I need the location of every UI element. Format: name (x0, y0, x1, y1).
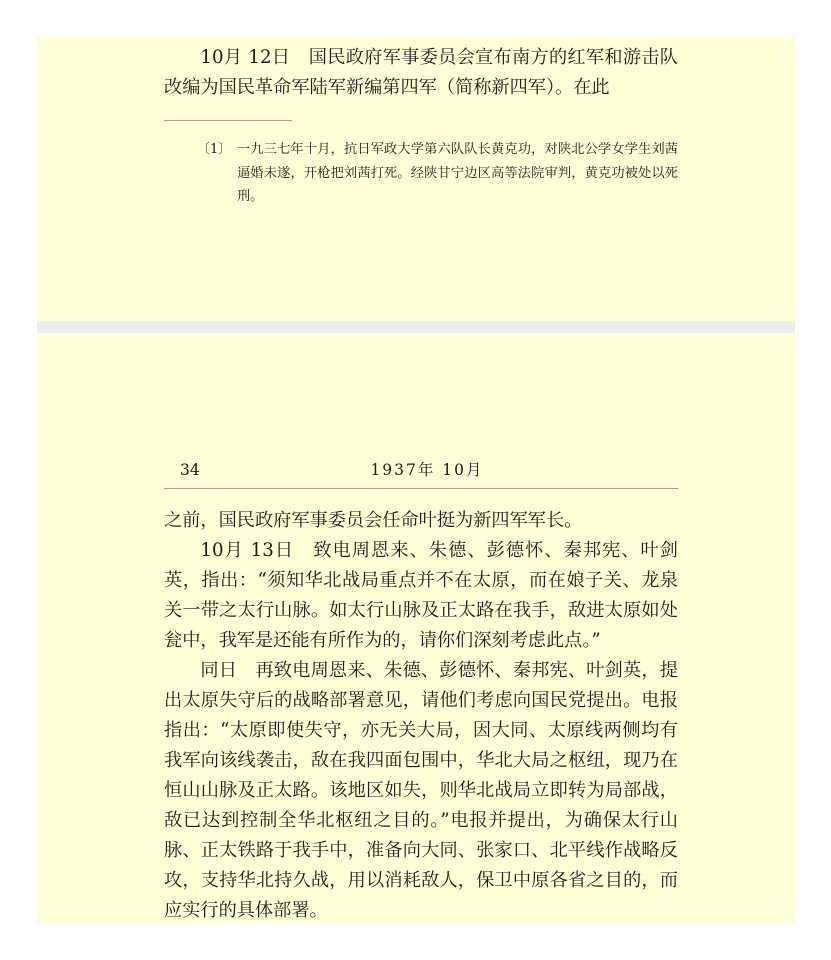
body-text (164, 506, 678, 926)
body-paragraph: 同日 再致电周恩来、朱德、彭德怀、秦邦宪、叶剑英，提出太原失守后的战略部署意见，请他们考虑向国民党提出。电报指出：“太原即使失守，亦无关大局，因大同、太原线两侧均有我军向该线袭击，敌在我四面包围中，华北大局之枢纽，现乃在恒山山脉及正太路。该地区如失，则华北战局立即转为局部战，敌已达到控制全华北枢纽之目的。”电报并提出，为确保太行山脉、正太铁路于我手中，准备向大同、张家口、北平线作战略反攻，支持华北持久战，用以消耗敌人，保卫中原各省之目的，而应实行的具体部署。 (164, 660, 678, 921)
body-paragraph-top: 10月 12日 国民政府军事委员会宣布南方的红军和游击队改编为国民革命军陆军新编第四军（简称新四军）。在此 (164, 47, 678, 98)
footnote (199, 138, 678, 209)
footnote-text: 一九三七年十月，抗日军政大学第六队队长黄克功，对陕北公学女学生刘茜逼婚未遂，开枪把刘茜打死。经陕甘宁边区高等法院审判，黄克功被处以死刑。 (237, 142, 678, 204)
running-head (164, 458, 678, 482)
page-number: 34 (180, 461, 200, 479)
page-bottom (37, 333, 795, 923)
header-divider (164, 488, 678, 489)
body-paragraph: 10月 13日 致电周恩来、朱德、彭德怀、秦邦宪、叶剑英，指出：“须知华北战局重点并不在太原，而在娘子关、龙泉关一带之太行山脉。如太行山脉及正太路在我手，敌进太原如处瓮中，我军是还能有所作为的，请你们深刻考虑此点。” (164, 540, 678, 651)
footnote-divider (164, 120, 292, 121)
footnote-mark: 〔1〕 (197, 142, 232, 157)
page-top (37, 37, 795, 321)
running-head-title: 1937年 10月 (370, 461, 484, 479)
page-separator (37, 321, 795, 333)
body-paragraph: 之前，国民政府军事委员会任命叶挺为新四军军长。 (164, 510, 583, 531)
